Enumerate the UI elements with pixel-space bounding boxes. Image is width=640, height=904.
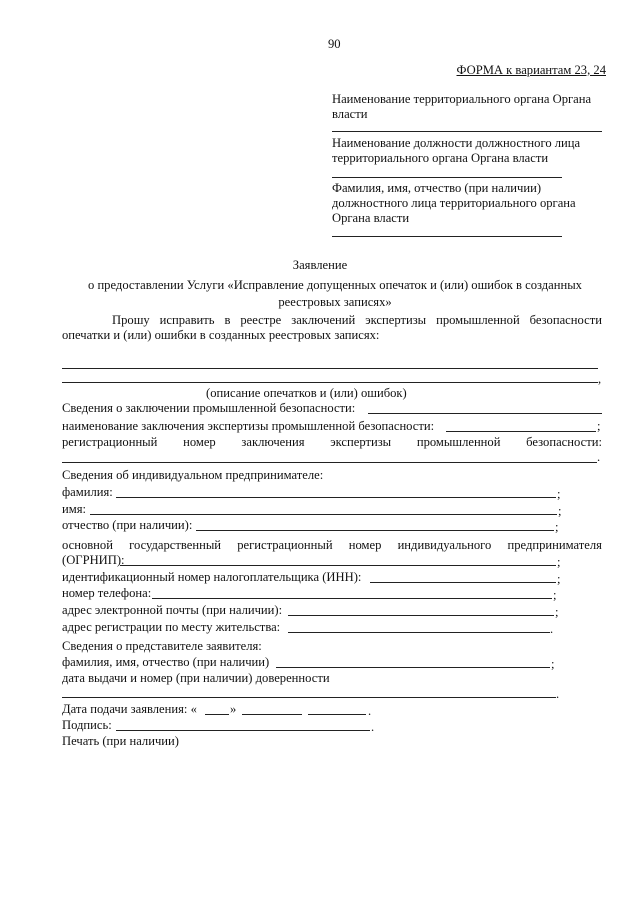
conclusion-reg-input[interactable]	[62, 462, 597, 463]
surname-input[interactable]	[116, 497, 556, 498]
date-year-input[interactable]	[308, 714, 366, 715]
errors-description-caption: (описание опечатков и (или) ошибок)	[206, 386, 407, 400]
proxy-period: .	[556, 687, 560, 701]
request-word: безопасности	[529, 313, 602, 327]
email-input[interactable]	[288, 615, 554, 616]
signature-input[interactable]	[116, 730, 370, 731]
conclusion-reg-row	[62, 435, 602, 450]
address-input[interactable]	[288, 632, 550, 633]
addressee-position-line[interactable]	[332, 177, 562, 178]
addressee-name-line1: Фамилия, имя, отчество (при наличии)	[332, 181, 542, 195]
reg-word: промышленной	[416, 435, 501, 449]
patronymic-label: отчество (при наличии):	[62, 518, 193, 532]
request-word: экспертизы	[365, 313, 427, 327]
ogrnip-word: индивидуального	[397, 538, 492, 552]
request-word: промышленной	[436, 313, 520, 327]
phone-semicolon: ;	[553, 588, 557, 602]
addressee-name-line[interactable]	[332, 236, 562, 237]
phone-label: номер телефона:	[62, 586, 152, 600]
request-word: реестре	[240, 313, 282, 327]
conclusion-field-line[interactable]	[368, 413, 602, 414]
date-label: Дата подачи заявления: «	[62, 702, 197, 716]
ogrnip-abbr: (ОГРНИП):	[62, 553, 125, 567]
date-day-input[interactable]	[205, 714, 229, 715]
ogrnip-word: номер	[348, 538, 382, 552]
proxy-label: дата выдачи и номер (при наличии) доверенности	[62, 671, 330, 685]
address-period: .	[550, 622, 554, 636]
request-word: исправить	[159, 313, 215, 327]
errors-line-comma: ,	[598, 372, 602, 386]
addressee-org-line1: Наименование территориального органа Органа	[332, 92, 592, 106]
date-quote-close: »	[230, 702, 237, 716]
ogrnip-word: государственный	[129, 538, 222, 552]
reg-word: безопасности:	[526, 435, 602, 449]
conclusion-name-label: наименование заключения экспертизы промышленной безопасности:	[62, 419, 435, 433]
conclusion-name-semicolon: ;	[597, 419, 601, 433]
document-title: Заявление	[292, 258, 348, 272]
phone-input[interactable]	[152, 598, 552, 599]
date-period: .	[368, 704, 372, 718]
conclusion-name-input[interactable]	[446, 431, 596, 432]
address-label: адрес регистрации по месту жительства:	[62, 620, 281, 634]
reg-word: заключения	[241, 435, 305, 449]
date-month-input[interactable]	[242, 714, 302, 715]
document-subtitle-line1: о предоставлении Услуги «Исправление допущенных опечаток и (или) ошибок в созданных	[88, 278, 582, 292]
ogrnip-word: предпринимателя	[507, 538, 602, 552]
first-name-input[interactable]	[90, 514, 557, 515]
addressee-name-line2: должностного лица территориального органа	[332, 196, 576, 210]
addressee-position-line2: территориального органа Органа власти	[332, 151, 549, 165]
page-number: 90	[328, 37, 341, 51]
ogrnip-semicolon: ;	[557, 555, 561, 569]
email-label: адрес электронной почты (при наличии):	[62, 603, 283, 617]
request-word: заключений	[291, 313, 356, 327]
request-word: Прошу	[112, 313, 150, 327]
signature-label: Подпись:	[62, 718, 112, 732]
request-word: в	[224, 313, 231, 327]
representative-fio-input[interactable]	[276, 667, 550, 668]
addressee-org-line2: власти	[332, 107, 368, 121]
representative-fio-label: фамилия, имя, отчество (при наличии)	[62, 655, 270, 669]
addressee-name-line3: Органа власти	[332, 211, 410, 225]
signature-period: .	[371, 720, 375, 734]
addressee-position-line1: Наименование должности должностного лица	[332, 136, 581, 150]
inn-input[interactable]	[370, 582, 556, 583]
representative-title: Сведения о представителе заявителя:	[62, 639, 262, 653]
patronymic-semicolon: ;	[555, 520, 559, 534]
surname-label: фамилия:	[62, 485, 113, 499]
document-subtitle-line2: реестровых записях»	[278, 295, 392, 309]
patronymic-input[interactable]	[196, 530, 554, 531]
reg-word: экспертизы	[330, 435, 392, 449]
surname-semicolon: ;	[557, 487, 561, 501]
request-line1	[112, 313, 602, 328]
addressee-org-line[interactable]	[332, 131, 602, 132]
reg-word: номер	[183, 435, 216, 449]
form-reference: ФОРМА к вариантам 23, 24	[456, 63, 606, 77]
inn-semicolon: ;	[557, 572, 561, 586]
errors-description-line-2[interactable]	[62, 382, 598, 383]
entrepreneur-title: Сведения об индивидуальном предпринимателе:	[62, 468, 324, 482]
ogrnip-input[interactable]	[120, 565, 556, 566]
ogrnip-word: регистрационный	[237, 538, 333, 552]
ogrnip-row	[62, 538, 602, 553]
reg-word: регистрационный	[62, 435, 158, 449]
stamp-label: Печать (при наличии)	[62, 734, 179, 748]
first-name-label: имя:	[62, 502, 87, 516]
email-semicolon: ;	[555, 605, 559, 619]
proxy-input[interactable]	[62, 697, 556, 698]
request-line2: опечатки и (или) ошибки в созданных реестровых записях:	[62, 328, 380, 342]
inn-label: идентификационный номер налогоплательщика (ИНН):	[62, 570, 362, 584]
ogrnip-word: основной	[62, 538, 113, 552]
first-name-semicolon: ;	[558, 504, 562, 518]
errors-description-line-1[interactable]	[62, 368, 598, 369]
conclusion-title: Сведения о заключении промышленной безопасности:	[62, 401, 356, 415]
conclusion-reg-period: .	[597, 450, 601, 464]
representative-fio-semicolon: ;	[551, 657, 555, 671]
